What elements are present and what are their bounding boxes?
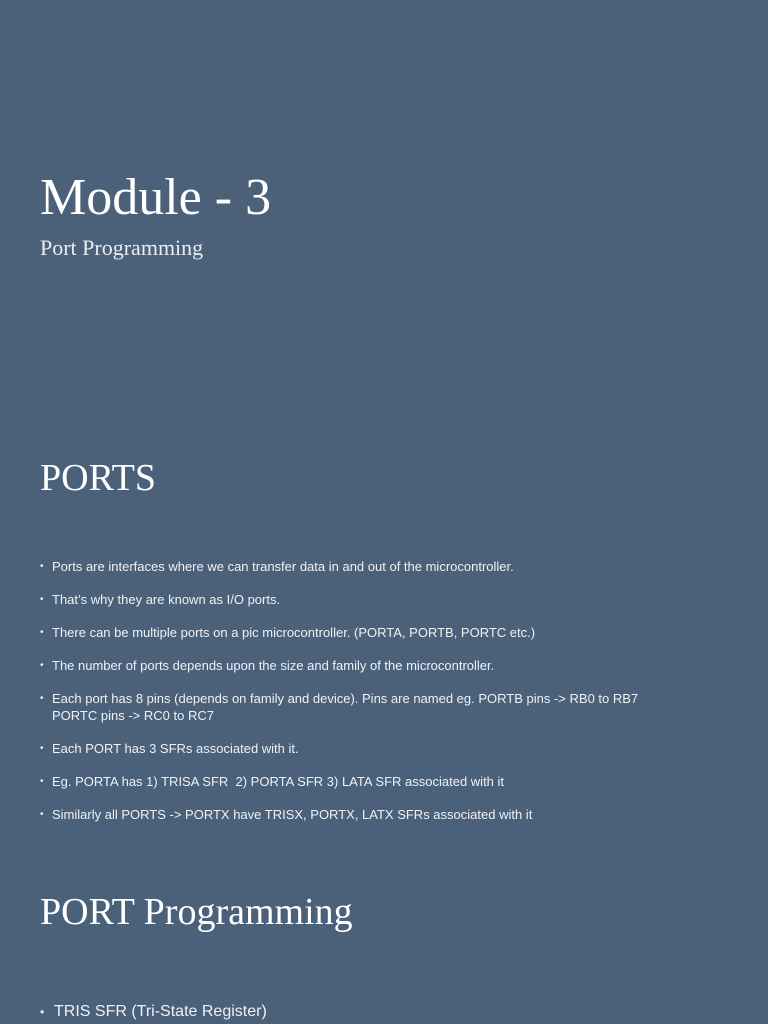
bullet-item: • TRIS SFR (Tri-State Register) (40, 1002, 740, 1022)
bullet-item: • Similarly all PORTS -> PORTX have TRISX, PORTX, LATX SFRs associated with it (40, 806, 740, 823)
bullet-item: • Each PORT has 3 SFRs associated with it. (40, 740, 740, 757)
bullet-item: • There can be multiple ports on a pic microcontroller. (PORTA, PORTB, PORTC etc.) (40, 624, 740, 641)
port-programming-bullet-list (40, 1002, 740, 1022)
bullet-item: • Eg. PORTA has 1) TRISA SFR 2) PORTA SFR 3) LATA SFR associated with it (40, 773, 740, 790)
title-slide (0, 0, 768, 400)
ports-heading: PORTS (40, 457, 156, 499)
module-title: Module - 3 (40, 169, 272, 226)
module-subtitle: Port Programming (40, 235, 204, 260)
bullet-item: • That’s why they are known as I/O ports. (40, 591, 740, 608)
bullet-item: • Each port has 8 pins (depends on family and device). Pins are named eg. PORTB pins -> RB0 to RB7 PORTC pins -> RC0 to RC7 (40, 690, 672, 724)
bullet-item: • The number of ports depends upon the size and family of the microcontroller. (40, 657, 740, 674)
ports-bullet-list (40, 558, 740, 839)
port-programming-heading: PORT Programming (40, 891, 353, 933)
bullet-item: • Ports are interfaces where we can transfer data in and out of the microcontroller. (40, 558, 740, 575)
